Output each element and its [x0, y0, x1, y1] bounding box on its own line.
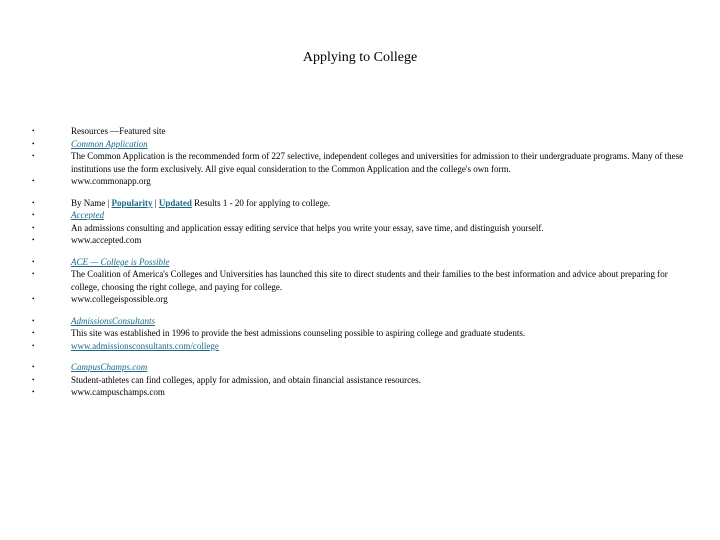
- featured-header: Resources —Featured site: [71, 126, 166, 136]
- list-item: [30, 197, 690, 210]
- bullet-icon: •: [32, 270, 35, 278]
- list-item: [30, 150, 690, 175]
- result-link-admissionsconsultants[interactable]: AdmissionsConsultants: [71, 315, 156, 326]
- bullet-icon: •: [32, 363, 35, 371]
- list-item: [30, 268, 690, 293]
- bullet-icon: •: [32, 257, 35, 266]
- bullet-icon: •: [32, 127, 35, 135]
- page-title: Applying to College: [302, 50, 418, 65]
- bullet-icon: •: [32, 236, 35, 244]
- list-item: [30, 234, 690, 247]
- result-url: www.campuschamps.com: [71, 387, 165, 397]
- list-item: [30, 175, 690, 188]
- result-url: www.accepted.com: [71, 235, 142, 245]
- bullet-icon: •: [32, 152, 35, 160]
- list-item: [30, 340, 690, 353]
- list-item: [30, 374, 690, 387]
- list-item: [30, 293, 690, 306]
- bullet-icon: •: [32, 295, 35, 303]
- list-item: [30, 327, 690, 340]
- list-item: [30, 222, 690, 235]
- sort-separator: |: [154, 197, 157, 208]
- result-url: www.collegeispossible.org: [71, 294, 168, 304]
- list-item: [30, 315, 690, 328]
- results-list: [30, 125, 690, 399]
- result-url-link[interactable]: www.admissionsconsultants.com/college: [71, 340, 219, 351]
- sort-bar: [71, 197, 690, 210]
- results-count: Results 1 - 20 for applying to college.: [194, 197, 331, 208]
- result-description: An admissions consulting and application essay editing service that helps you write your essay, save time, and distinguish yourself.: [71, 222, 544, 233]
- bullet-icon: •: [32, 198, 35, 207]
- sort-by-name-label: By Name |: [71, 197, 110, 208]
- bullet-icon: •: [32, 211, 35, 219]
- result-description: The Common Application is the recommended form of 227 selective, independent colleges and universities for admission to their undergraduate programs. Many of these institutions use the form exclusively. All give equal consideration to the Common Application and the college's own form.: [71, 151, 684, 174]
- result-description: This site was established in 1996 to provide the best admissions counseling possible to aspiring college and graduate students.: [71, 328, 526, 338]
- bullet-icon: •: [32, 316, 35, 325]
- list-item: [30, 209, 690, 222]
- list-item: [30, 256, 690, 269]
- sort-updated-link[interactable]: Updated: [158, 197, 192, 208]
- result-link-campuschamps[interactable]: CampusChamps.com: [71, 362, 148, 372]
- result-link-common-application[interactable]: Common Application: [71, 138, 148, 149]
- list-item: [30, 125, 690, 138]
- sort-popularity-link[interactable]: Popularity: [111, 197, 153, 208]
- bullet-icon: •: [32, 139, 35, 148]
- bullet-icon: •: [32, 177, 35, 185]
- list-item: [30, 138, 690, 151]
- result-description: Student-athletes can find colleges, apply for admission, and obtain financial assistance resources.: [71, 374, 421, 385]
- list-item: [30, 361, 690, 374]
- bullet-icon: •: [32, 388, 35, 396]
- bullet-icon: •: [32, 341, 35, 350]
- bullet-icon: •: [32, 329, 35, 337]
- bullet-icon: •: [32, 223, 35, 232]
- result-url: www.commonapp.org: [71, 176, 151, 186]
- bullet-icon: •: [32, 375, 35, 384]
- result-link-accepted[interactable]: Accepted: [71, 210, 104, 220]
- result-description: The Coalition of America's Colleges and Universities has launched this site to direct students and their families to the best information and advice about preparing for college, choosing the right college, and paying for college.: [71, 269, 668, 292]
- result-link-ace[interactable]: ACE — College is Possible: [71, 256, 170, 267]
- list-item: [30, 386, 690, 399]
